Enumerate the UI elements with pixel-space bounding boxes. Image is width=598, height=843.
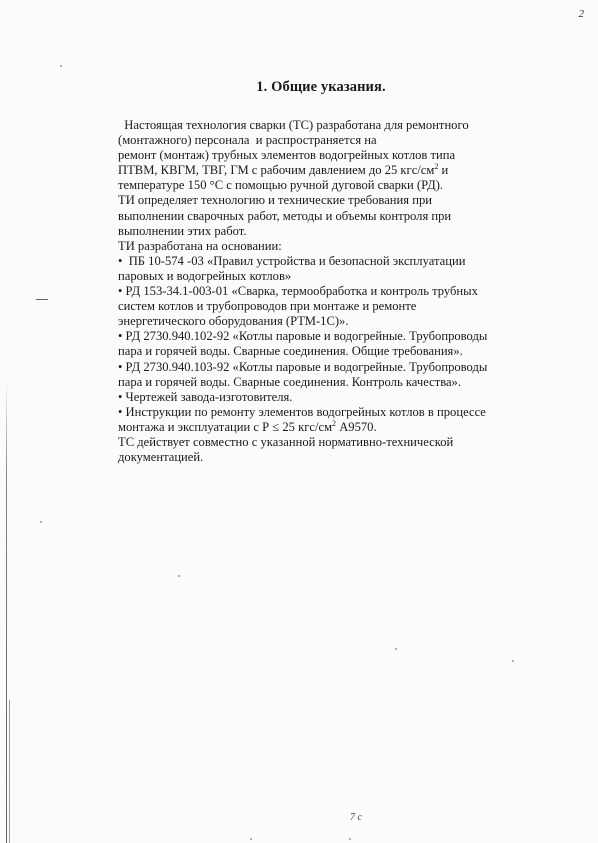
text-line <box>118 450 528 465</box>
line-text: ПТВМ, КВГМ, ТВГ, ГМ с рабочим давлением до 25 кгс/см <box>118 163 435 178</box>
scan-edge-artifact <box>9 700 10 843</box>
line-text: систем котлов и трубопроводов при монтаже и ремонте <box>118 299 417 314</box>
scan-edge-artifact <box>6 380 7 843</box>
scan-speck <box>60 65 62 67</box>
line-text: • Инструкции по ремонту элементов водогрейных котлов в процессе <box>118 404 486 419</box>
line-text: выполнении этих работ. <box>118 223 247 238</box>
text-line <box>118 178 528 193</box>
line-text: ремонт (монтаж) трубных элементов водогрейных котлов типа <box>118 148 456 163</box>
text-line <box>118 209 528 224</box>
line-text: температуре 150 °С с помощью ручной дуговой сварки (РД). <box>118 178 444 193</box>
line-text: паровых и водогрейных котлов» <box>118 268 292 283</box>
line-text-tail: А9570. <box>336 419 377 434</box>
text-line <box>118 193 528 208</box>
text-line <box>118 435 528 450</box>
line-text: монтажа и эксплуатации с Р ≤ 25 кгс/см <box>118 419 333 434</box>
text-line <box>118 133 528 148</box>
line-text: • Чертежей завода-изготовителя. <box>118 389 293 404</box>
line-text: • РД 153-34.1-003-01 «Сварка, термообработка и контроль трубных <box>118 284 478 299</box>
scan-speck <box>40 521 42 523</box>
text-line <box>118 284 528 299</box>
text-line <box>118 344 528 359</box>
scan-speck <box>178 575 180 577</box>
line-text: документацией. <box>118 450 204 465</box>
section-title: 1. Общие указания. <box>256 79 386 95</box>
line-text: ТИ разработана на основании: <box>118 238 282 253</box>
text-line <box>118 390 528 405</box>
line-text: • РД 2730.940.103-92 «Котлы паровые и водогрейные. Трубопроводы <box>118 359 488 374</box>
margin-mark <box>36 299 48 300</box>
line-text: энергетического оборудования (РТМ-1С)». <box>118 314 349 329</box>
line-text: ТИ определяет технологию и технические требования при <box>118 193 432 208</box>
text-line <box>118 148 528 163</box>
document-body <box>118 118 528 465</box>
line-text: пара и горячей воды. Сварные соединения. Контроль качества». <box>118 374 462 389</box>
line-text: пара и горячей воды. Сварные соединения. Общие требования». <box>118 344 463 359</box>
footer-mark: 7 c <box>350 812 362 823</box>
page-number: 2 <box>578 8 584 20</box>
text-line <box>118 254 528 269</box>
text-line <box>118 375 528 390</box>
text-line <box>118 299 528 314</box>
text-line <box>118 239 528 254</box>
line-text: • РД 2730.940.102-92 «Котлы паровые и водогрейные. Трубопроводы <box>118 329 488 344</box>
text-line <box>118 314 528 329</box>
superscript: 2 <box>332 418 337 428</box>
line-text: ТС действует совместно с указанной нормативно-технической <box>118 434 454 449</box>
text-line <box>118 269 528 284</box>
text-line <box>118 420 528 435</box>
line-text: Настоящая технология сварки (ТС) разработана для ремонтного <box>118 118 469 132</box>
scan-speck <box>250 838 252 840</box>
text-line <box>118 405 528 420</box>
line-text: (монтажного) персонала и распространяется на <box>118 133 377 148</box>
text-line <box>118 329 528 344</box>
line-text: выполнении сварочных работ, методы и объемы контроля при <box>118 208 452 223</box>
superscript: 2 <box>434 162 439 172</box>
text-line <box>118 360 528 375</box>
line-text-tail: и <box>438 163 449 178</box>
text-line <box>118 224 528 239</box>
line-text: • ПБ 10-574 -03 «Правил устройства и безопасной эксплуатации <box>118 253 466 268</box>
text-line <box>118 118 528 133</box>
scan-speck <box>512 660 514 662</box>
scan-speck <box>349 838 351 840</box>
scan-speck <box>395 648 397 650</box>
text-line <box>118 163 528 178</box>
